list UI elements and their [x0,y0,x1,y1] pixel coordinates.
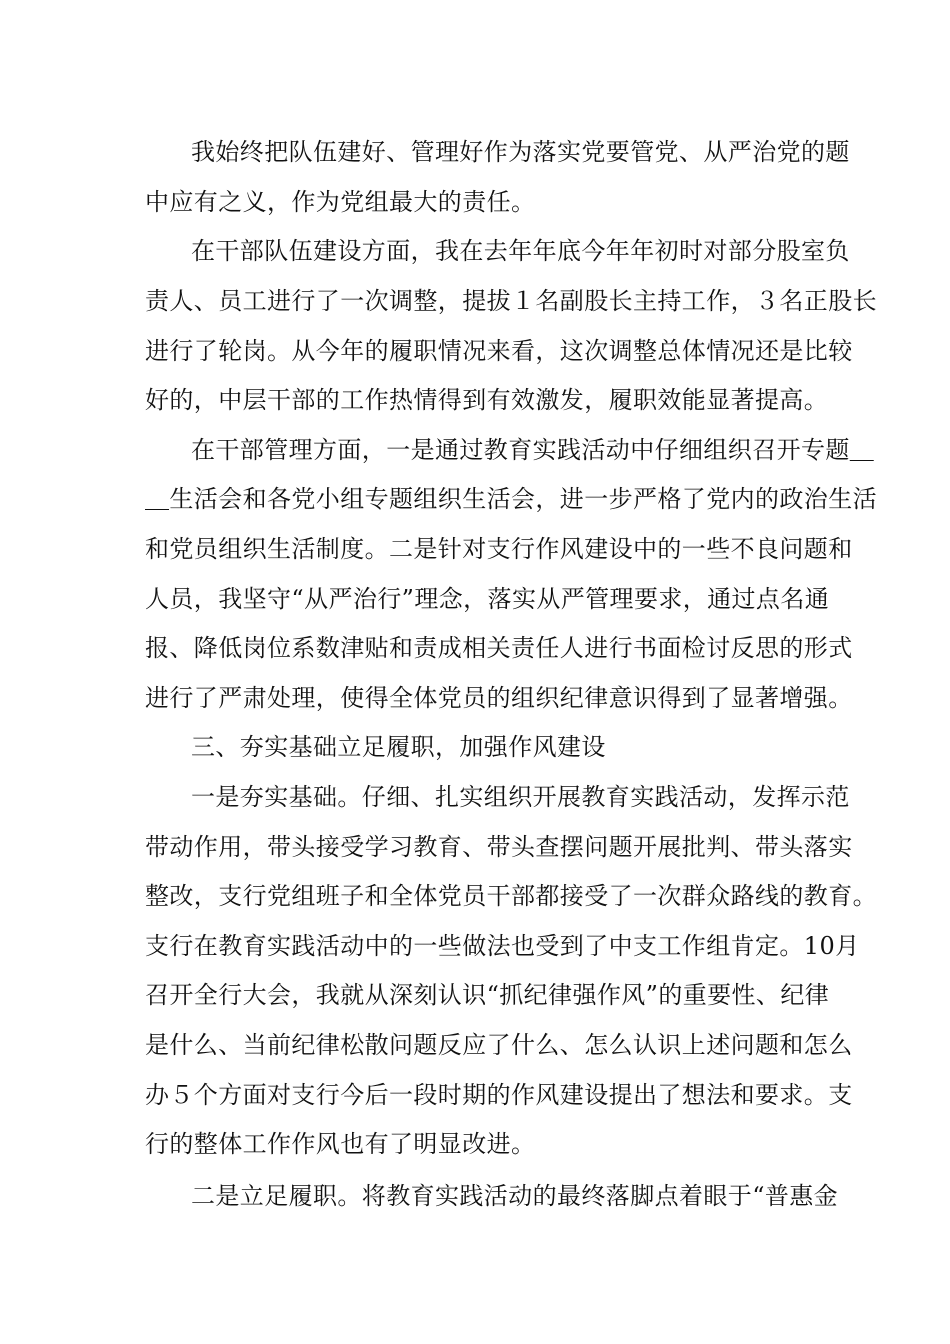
text-line: 召开全行大会，我就从深刻认识“抓纪律强作风”的重要性、纪律 [145,981,830,1009]
text-line: 中应有之义，作为党组最大的责任。 [145,188,536,216]
text-line: 报、降低岗位系数津贴和责成相关责任人进行书面检讨反思的形式 [145,634,853,662]
text-line: 二是立足履职。将教育实践活动的最终落脚点着眼于“普惠金 [191,1182,839,1210]
text-line: 办５个方面对支行今后一段时期的作风建设提出了想法和要求。支 [145,1081,853,1109]
text-line: 带动作用，带头接受学习教育、带头查摆问题开展批判、带头落实 [145,833,853,861]
text-line: 行的整体工作作风也有了明显改进。 [145,1130,536,1158]
section-heading: 三、夯实基础立足履职，加强作风建设 [191,733,606,761]
text-line: 好的，中层干部的工作热情得到有效激发，履职效能显著提高。 [145,386,829,414]
text-line: 整改，支行党组班子和全体党员干部都接受了一次群众路线的教育。 [145,882,877,910]
text-line: 进行了严肃处理，使得全体党员的组织纪律意识得到了显著增强。 [145,684,853,712]
text-line: 进行了轮岗。从今年的履职情况来看，这次调整总体情况还是比较 [145,337,853,365]
text-line: 在干部管理方面，一是通过教育实践活动中仔细组织召开专题＿ [191,436,875,464]
text-line: 和党员组织生活制度。二是针对支行作风建设中的一些不良问题和 [145,535,853,563]
text-line: 支行在教育实践活动中的一些做法也受到了中支工作组肯定。10月 [145,932,860,960]
text-line: 责人、员工进行了一次调整，提拔１名副股长主持工作，３名正股长 [145,287,877,315]
text-line: 一是夯实基础。仔细、扎实组织开展教育实践活动，发挥示范 [191,783,850,811]
text-line: 人员，我坚守“从严治行”理念，落实从严管理要求，通过点名通 [145,585,830,613]
text-line: 是什么、当前纪律松散问题反应了什么、怎么认识上述问题和怎么 [145,1031,853,1059]
text-line: 我始终把队伍建好、管理好作为落实党要管党、从严治党的题 [191,138,850,166]
text-line: 在干部队伍建设方面，我在去年年底今年年初时对部分股室负 [191,237,850,265]
text-line: ＿生活会和各党小组专题组织生活会，进一步严格了党内的政治生活 [145,485,877,513]
